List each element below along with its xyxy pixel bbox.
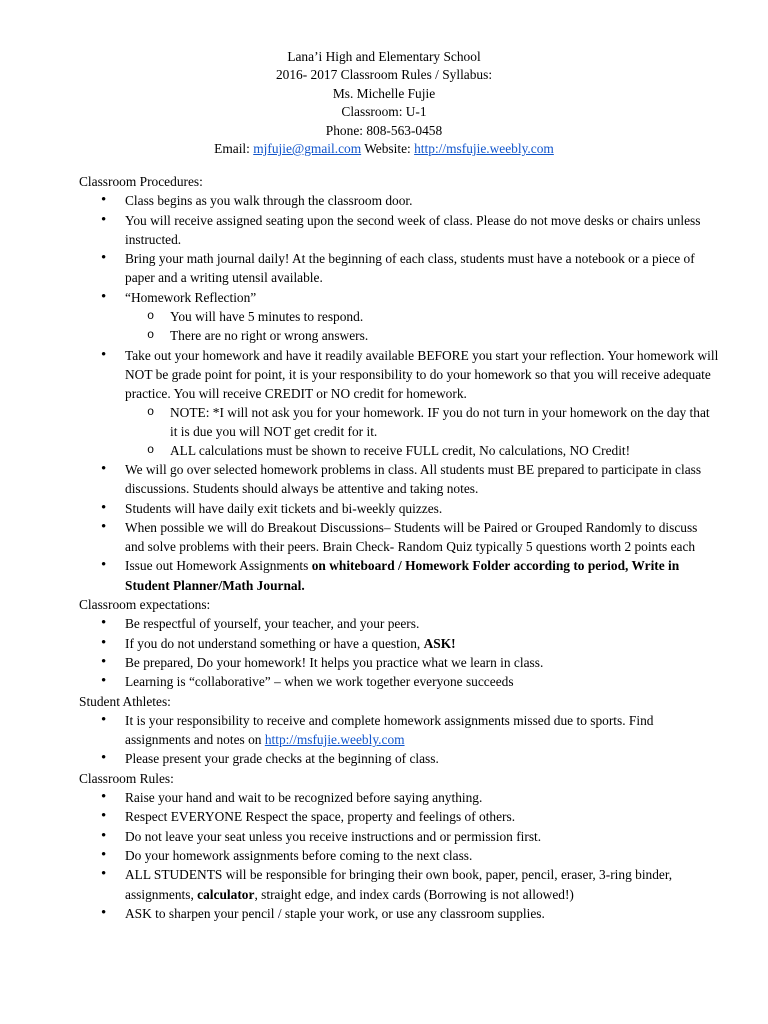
sub-bullet: o — [147, 404, 155, 419]
list-item: • Do your homework assignments before coming to the next class. — [79, 846, 719, 865]
document-header — [0, 48, 768, 158]
sub-list-item: o NOTE: *I will not ask you for your homework. IF you do not turn in your homework on the day that it is due you will NOT get credit for it. — [147, 404, 710, 439]
bold-text: calculator — [197, 886, 255, 902]
sub-list-item: o There are no right or wrong answers. — [79, 326, 719, 345]
sub-list-item: o ALL calculations must be shown to receive FULL credit, No calculations, NO Credit! — [79, 441, 719, 460]
classroom-number: Classroom: U-1 — [341, 104, 427, 120]
list-item: • Respect EVERYONE Respect the space, property and feelings of others. — [79, 807, 719, 826]
procedures-list — [79, 191, 719, 595]
list-item: • Please present your grade checks at the beginning of class. — [79, 749, 719, 768]
list-item: • Be prepared, Do your homework! It helps you practice what we learn in class. — [79, 653, 719, 672]
athletes-heading: Student Athletes: — [79, 693, 171, 709]
expectations-heading: Classroom expectations: — [79, 597, 211, 613]
rules-heading: Classroom Rules: — [79, 770, 174, 786]
phone-number: Phone: 808-563-0458 — [325, 122, 443, 138]
sub-bullet: o — [147, 328, 155, 343]
list-item: • Students will have daily exit tickets and bi-weekly quizzes. — [79, 499, 719, 518]
athletes-list — [79, 711, 719, 769]
document-body — [79, 172, 719, 923]
sub-bullet: o — [147, 309, 155, 324]
list-item: • Raise your hand and wait to be recognized before saying anything. — [79, 788, 719, 807]
list-item: • Bring your math journal daily! At the beginning of each class, students must have a notebook or a piece of paper and a writing utensil available. — [79, 249, 719, 288]
list-item: • Class begins as you walk through the classroom door. — [79, 191, 719, 210]
sub-bullet: o — [147, 442, 155, 457]
website-link[interactable]: http://msfujie.weebly.com — [264, 732, 405, 748]
procedures-heading: Classroom Procedures: — [79, 174, 203, 189]
sub-list-item: o You will have 5 minutes to respond. — [79, 307, 719, 326]
email-label: Email: — [214, 141, 254, 157]
list-item: • ALL STUDENTS will be responsible for bringing their own book, paper, pencil, eraser, 3-ring binder, assignments, calculator, straight edge, and index cards (Borrowing is not allowed!) — [79, 865, 719, 904]
bold-text: on whiteboard / Homework Folder according to period, Write in Student Planner/Math Journal. — [125, 558, 680, 593]
list-item: • Take out your homework and have it readily available BEFORE you start your reflection. Your homework will NOT be grade point for point, it is your responsibility to do your homework so that you will receive adequate practice. You will receive CREDIT or NO credit for homework. — [79, 346, 719, 403]
teacher-name: Ms. Michelle Fujie — [332, 85, 436, 101]
website-link[interactable]: http://msfujie.weebly.com — [414, 141, 554, 157]
list-item: • Learning is “collaborative” – when we work together everyone succeeds — [79, 672, 719, 691]
syllabus-title: 2016- 2017 Classroom Rules / Syllabus: — [275, 67, 493, 83]
email-link[interactable]: mjfujie@gmail.com — [253, 141, 362, 157]
bold-text: ASK! — [423, 635, 456, 651]
list-item: • When possible we will do Breakout Discussions– Students will be Paired or Grouped Randomly to discuss and solve problems with their peers. Brain Check- Random Quiz typically 5 questions worth 2 points each — [79, 518, 719, 557]
website-label: Website: — [361, 141, 415, 157]
list-item: • We will go over selected homework problems in class. All students must BE prepared to participate in class discussions. Students should always be attentive and taking notes. — [79, 460, 719, 499]
list-item: • It is your responsibility to receive and complete homework assignments missed due to sports. Find assignments and notes on http://msfujie.weebly.com — [79, 711, 719, 750]
list-item: • ASK to sharpen your pencil / staple your work, or use any classroom supplies. — [79, 904, 719, 923]
expectations-list — [79, 614, 719, 691]
list-item: • If you do not understand something or have a question, ASK! — [79, 634, 719, 653]
contact-line — [0, 140, 768, 158]
school-name: Lana’i High and Elementary School — [287, 49, 481, 64]
list-item: • “Homework Reflection” — [79, 288, 719, 307]
rules-list — [79, 788, 719, 923]
list-item: • Be respectful of yourself, your teacher, and your peers. — [79, 614, 719, 633]
list-item: • Do not leave your seat unless you receive instructions and or permission first. — [79, 827, 719, 846]
list-item: • Issue out Homework Assignments on whiteboard / Homework Folder according to period, Write in Student Planner/Math Journal. — [79, 556, 719, 595]
list-item: • You will receive assigned seating upon the second week of class. Please do not move desks or chairs unless instructed. — [79, 211, 719, 250]
